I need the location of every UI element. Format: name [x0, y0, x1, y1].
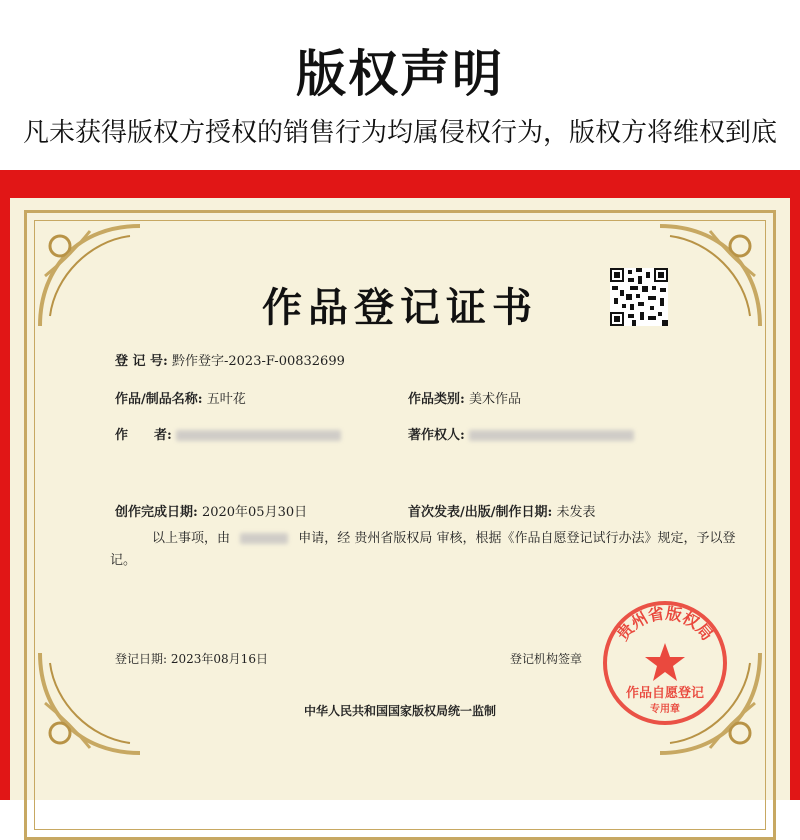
work-name-value: 五叶花 — [206, 392, 246, 407]
applicant-redacted — [240, 533, 288, 544]
seal-sub-text: 专用章 — [650, 704, 680, 715]
certificate-title: 作品登记证书 — [262, 284, 538, 331]
registration-number-label: 登 记 号: — [115, 354, 168, 369]
publication-date-value: 未发表 — [556, 505, 596, 520]
qr-code-icon — [610, 268, 668, 326]
registration-date-label: 登记日期: — [115, 652, 168, 666]
registration-date-value: 2023年08月16日 — [170, 652, 268, 666]
author-label: 作 者: — [115, 428, 172, 443]
certificate — [10, 198, 790, 800]
owner-row — [408, 424, 634, 443]
certificate-footer: 中华人民共和国国家版权局统一监制 — [303, 704, 496, 718]
publication-date-label: 首次发表/出版/制作日期: — [408, 505, 553, 520]
statement-part-2: 申请，经 贵州省版权局 审核，根据《作品自愿登记试行办法》规定，予以登记。 — [110, 531, 736, 568]
work-type-row — [408, 388, 521, 407]
completion-date-row — [115, 501, 307, 520]
seal-top-text: 贵州省版权局 — [613, 603, 717, 645]
seal-bottom-text: 作品自愿登记 — [625, 686, 705, 701]
work-name-row — [115, 388, 246, 407]
banner-title: 版权声明 — [296, 45, 504, 103]
completion-date-value: 2020年05月30日 — [201, 505, 308, 520]
statement-part-1: 以上事项，由 — [152, 531, 231, 546]
author-redacted — [176, 430, 341, 441]
owner-label: 著作权人: — [408, 428, 465, 443]
work-name-label: 作品/制品名称: — [115, 392, 203, 407]
owner-redacted — [469, 430, 634, 441]
work-type-label: 作品类别: — [408, 392, 465, 407]
author-row — [115, 424, 341, 443]
registration-number-row — [115, 350, 345, 369]
svg-text:贵州省版权局 — [613, 604, 717, 645]
registration-number-value: 黔作登字-2023-F-00832699 — [172, 354, 345, 369]
registration-statement — [110, 528, 750, 572]
publication-date-row — [408, 501, 595, 520]
registration-date-row — [115, 650, 268, 667]
work-type-value: 美术作品 — [468, 392, 521, 407]
completion-date-label: 创作完成日期: — [115, 505, 198, 520]
banner-notice: 凡未获得版权方授权的销售行为均属侵权行为，版权方将维权到底 — [22, 118, 777, 148]
seal-label: 登记机构签章 — [510, 652, 583, 666]
copyright-banner — [0, 0, 800, 170]
